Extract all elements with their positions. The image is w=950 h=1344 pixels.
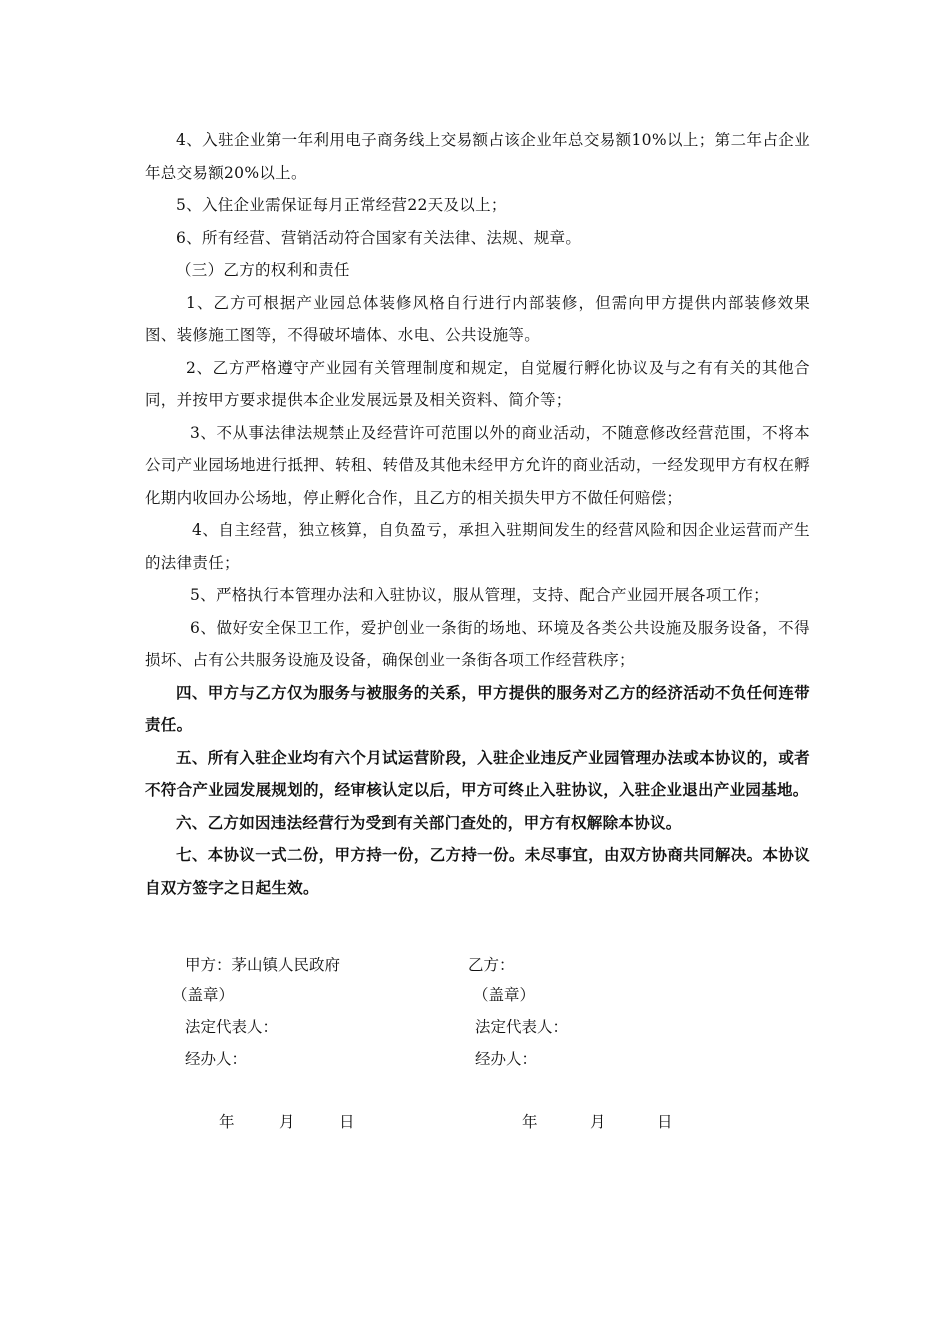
party-b-name: 乙方： [468, 956, 515, 974]
party-a-legal-rep: 法定代表人： [185, 1018, 279, 1036]
party-b-legal-rep: 法定代表人： [475, 1018, 569, 1036]
party-b-date-year: 年 [522, 1113, 538, 1131]
article-5: 五、所有入驻企业均有六个月试运营阶段，入驻企业违反产业园管理办法或本协议的，或者不符合产业园发展规划的，经审核认定以后，甲方可终止入驻协议，入驻企业退出产业园基地。 [145, 747, 810, 799]
party-a-date-day: 日 [339, 1113, 355, 1131]
party-b-clause-1: 1、乙方可根据产业园总体装修风格自行进行内部装修，但需向甲方提供内部装修效果图、装修施工图等，不得破坏墙体、水电、公共设施等。 [145, 293, 810, 344]
party-a-date-month: 月 [279, 1113, 295, 1131]
party-b-clause-5: 5、严格执行本管理办法和入驻协议，服从管理，支持、配合产业园开展各项工作； [190, 586, 769, 604]
party-b-seal: （盖章） [473, 986, 536, 1004]
clause-4-ecommerce: 4、入驻企业第一年利用电子商务线上交易额占该企业年总交易额10%以上；第二年占企业年总交易额20%以上。 [145, 131, 810, 182]
party-b-date-day: 日 [657, 1113, 673, 1131]
article-7: 七、本协议一式二份，甲方持一份，乙方持一份。未尽事宜，由双方协商共同解决。本协议自双方签字之日起生效。 [145, 845, 810, 897]
party-a-seal: （盖章） [172, 986, 235, 1004]
party-b-clause-4: 4、自主经营，独立核算，自负盈亏，承担入驻期间发生的经营风险和因企业运营而产生的法律责任； [145, 521, 810, 572]
party-b-date-month: 月 [590, 1113, 606, 1131]
party-b-clause-2: 2、乙方严格遵守产业园有关管理制度和规定，自觉履行孵化协议及与之有有关的其他合同，并按甲方要求提供本企业发展远景及相关资料、简介等； [145, 358, 810, 409]
clause-6-compliance: 6、所有经营、营销活动符合国家有关法律、法规、规章。 [176, 228, 582, 247]
section-heading-party-b-rights: （三）乙方的权利和责任 [176, 261, 350, 279]
document-body [145, 124, 810, 904]
party-b-clause-3: 3、不从事法律法规禁止及经营许可范围以外的商业活动，不随意修改经营范围，不将本公司产业园场地进行抵押、转租、转借及其他未经甲方允许的商业活动，一经发现甲方有权在孵化期内收回办公场地，停止孵化合作，且乙方的相关损失甲方不做任何赔偿； [145, 423, 810, 507]
article-6: 六、乙方如因违法经营行为受到有关部门查处的，甲方有权解除本协议。 [176, 812, 682, 832]
party-a-date-year: 年 [219, 1113, 235, 1131]
clause-5-operating-days: 5、入住企业需保证每月正常经营22天及以上； [176, 196, 507, 214]
party-b-handler: 经办人： [475, 1050, 538, 1068]
party-a-name: 甲方：茅山镇人民政府 [185, 956, 341, 974]
article-4: 四、甲方与乙方仅为服务与被服务的关系，甲方提供的服务对乙方的经济活动不负任何连带责任。 [145, 682, 810, 734]
party-a-handler: 经办人： [185, 1050, 248, 1068]
party-b-clause-6: 6、做好安全保卫工作，爱护创业一条街的场地、环境及各类公共设施及服务设备，不得损坏、占有公共服务设施及设备，确保创业一条街各项工作经营秩序； [145, 618, 810, 669]
